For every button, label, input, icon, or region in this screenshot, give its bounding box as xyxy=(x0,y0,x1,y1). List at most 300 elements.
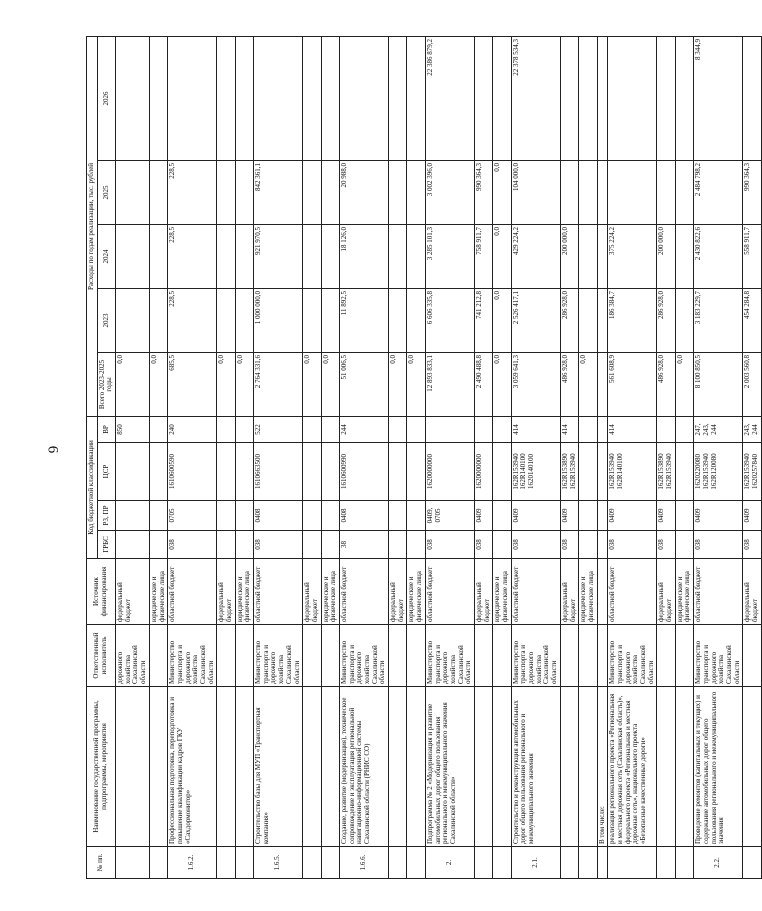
row-total: 0,0 xyxy=(389,352,407,416)
row-2024: 921 970,5 xyxy=(254,224,303,288)
row-grbs xyxy=(579,531,597,559)
row-total: 0,0 xyxy=(217,352,235,416)
row-2024 xyxy=(675,224,693,288)
row-source: областной бюджет xyxy=(339,559,388,625)
row-csr xyxy=(493,443,511,501)
row-total: 2 003 560,8 xyxy=(743,352,761,416)
row-source: областной бюджет xyxy=(254,559,303,625)
row-total: 0,0 xyxy=(493,352,511,416)
row-number xyxy=(474,847,492,879)
row-2025 xyxy=(579,160,597,224)
row-name xyxy=(321,687,339,847)
row-number xyxy=(608,847,657,879)
row-2024 xyxy=(389,224,407,288)
row-2026 xyxy=(597,36,608,160)
row-name: Строительство базы для МУП «Транспортная компания» xyxy=(254,687,303,847)
row-csr xyxy=(217,443,235,501)
row-number xyxy=(560,847,578,879)
row-vr: 247, 243, 244 xyxy=(694,416,743,442)
table-row xyxy=(675,36,693,878)
row-2024: 3 285 101,3 xyxy=(425,224,474,288)
header-2025: 2025 xyxy=(97,160,115,224)
row-csr: 162R153890 162R153940 xyxy=(560,443,578,501)
row-2023: 0,0 xyxy=(493,288,511,352)
row-executor xyxy=(389,625,407,687)
row-2024 xyxy=(149,224,167,288)
row-number xyxy=(743,847,761,879)
row-csr xyxy=(597,443,608,501)
row-name xyxy=(149,687,167,847)
row-rzpr: 0409 xyxy=(608,501,657,531)
row-source: федеральный бюджет xyxy=(560,559,578,625)
row-csr xyxy=(149,443,167,501)
row-source: областной бюджет xyxy=(425,559,474,625)
table-row xyxy=(474,36,492,878)
row-number xyxy=(149,847,167,879)
row-2023 xyxy=(407,288,425,352)
table-row xyxy=(511,36,560,878)
row-rzpr xyxy=(235,501,253,531)
row-2023: 6 606 335,8 xyxy=(425,288,474,352)
row-2023: 11 892,5 xyxy=(339,288,388,352)
row-2026 xyxy=(217,36,235,160)
row-vr xyxy=(149,416,167,442)
row-2026 xyxy=(339,36,388,160)
row-source: юридические и физические лица xyxy=(321,559,339,625)
row-source xyxy=(597,559,608,625)
row-name xyxy=(675,687,693,847)
header-2023: 2023 xyxy=(97,288,115,352)
row-rzpr: 0409 xyxy=(474,501,492,531)
row-2025: 104 000,0 xyxy=(511,160,560,224)
row-executor: Министерство транспорта и дорожного хозяйства Сахалинской области xyxy=(511,625,560,687)
table-row xyxy=(657,36,675,878)
row-total: 2 764 331,6 xyxy=(254,352,303,416)
row-2023 xyxy=(321,288,339,352)
row-name: В том числе: xyxy=(597,687,608,847)
row-vr: 414 xyxy=(560,416,578,442)
row-2025: 20 988,0 xyxy=(339,160,388,224)
row-2023: 186 384,7 xyxy=(608,288,657,352)
row-2026: 22 378 534,3 xyxy=(511,36,560,160)
row-2024 xyxy=(116,224,150,288)
row-name xyxy=(579,687,597,847)
row-2024: 228,5 xyxy=(168,224,217,288)
row-2023 xyxy=(217,288,235,352)
row-2025 xyxy=(597,160,608,224)
row-number xyxy=(389,847,407,879)
row-2024: 200 000,0 xyxy=(560,224,578,288)
row-2023: 741 212,8 xyxy=(474,288,492,352)
row-csr xyxy=(303,443,321,501)
row-grbs xyxy=(149,531,167,559)
row-2026 xyxy=(493,36,511,160)
row-grbs xyxy=(321,531,339,559)
rotated-page xyxy=(86,37,759,879)
header-rzpr: РЗ, ПР xyxy=(97,501,115,531)
row-2025: 842 361,1 xyxy=(254,160,303,224)
row-2025: 228,5 xyxy=(168,160,217,224)
row-source: областной бюджет xyxy=(608,559,657,625)
row-total: 2 490 488,8 xyxy=(474,352,492,416)
row-rzpr xyxy=(579,501,597,531)
row-source: юридические и физические лица xyxy=(493,559,511,625)
row-vr: 414 xyxy=(608,416,657,442)
table-row xyxy=(597,36,608,878)
row-vr xyxy=(675,416,693,442)
row-number: 2. xyxy=(425,847,474,879)
row-name: Проведение ремонтов (капитальных и текущих) и содержание автомобильных дорог общего пользования регионального и межмуниципального значения xyxy=(694,687,743,847)
row-total: 0,0 xyxy=(303,352,321,416)
row-csr: 1610600590 xyxy=(168,443,217,501)
row-2025: 3 002 396,0 xyxy=(425,160,474,224)
row-grbs: 038 xyxy=(474,531,492,559)
table-row xyxy=(579,36,597,878)
row-2023 xyxy=(389,288,407,352)
row-2026 xyxy=(168,36,217,160)
row-2026 xyxy=(560,36,578,160)
row-executor xyxy=(235,625,253,687)
row-vr: 850 xyxy=(116,416,150,442)
row-executor xyxy=(675,625,693,687)
table-row xyxy=(407,36,425,878)
row-vr xyxy=(235,416,253,442)
row-2025 xyxy=(407,160,425,224)
row-rzpr xyxy=(675,501,693,531)
row-name: Подпрограмма № 2 «Модернизация и развитие автомобильных дорог общего пользования регионального и межмуниципального значения Сахалинской области» xyxy=(425,687,474,847)
row-source: федеральный бюджет xyxy=(303,559,321,625)
row-name xyxy=(560,687,578,847)
row-total: 0,0 xyxy=(235,352,253,416)
row-rzpr xyxy=(493,501,511,531)
row-csr: 162R153940 162R140100 xyxy=(608,443,657,501)
row-csr: 162R153940 1620257840 xyxy=(743,443,761,501)
row-rzpr xyxy=(303,501,321,531)
row-vr: 522 xyxy=(254,416,303,442)
row-2023: 286 928,0 xyxy=(560,288,578,352)
header-source: Источник финансирования xyxy=(87,559,116,625)
row-executor xyxy=(743,625,761,687)
row-number: 1.6.2. xyxy=(168,847,217,879)
table-row xyxy=(493,36,511,878)
row-2026 xyxy=(389,36,407,160)
row-rzpr xyxy=(597,501,608,531)
table-row xyxy=(743,36,761,878)
row-name xyxy=(116,687,150,847)
row-grbs xyxy=(389,531,407,559)
row-rzpr xyxy=(407,501,425,531)
row-number xyxy=(235,847,253,879)
row-2024 xyxy=(579,224,597,288)
row-number: 2.2. xyxy=(694,847,743,879)
row-2025 xyxy=(303,160,321,224)
row-2026 xyxy=(254,36,303,160)
row-executor xyxy=(597,625,608,687)
row-executor xyxy=(321,625,339,687)
row-executor xyxy=(474,625,492,687)
row-rzpr xyxy=(149,501,167,531)
row-rzpr xyxy=(217,501,235,531)
row-total: 685,5 xyxy=(168,352,217,416)
row-vr xyxy=(321,416,339,442)
row-grbs: 038 xyxy=(694,531,743,559)
row-total: 51 006,5 xyxy=(339,352,388,416)
row-total: 8 100 850,5 xyxy=(694,352,743,416)
row-2025 xyxy=(321,160,339,224)
row-csr xyxy=(389,443,407,501)
row-source: федеральный бюджет xyxy=(389,559,407,625)
row-vr: 240 xyxy=(168,416,217,442)
row-2024: 18 126,0 xyxy=(339,224,388,288)
row-2024: 429 224,2 xyxy=(511,224,560,288)
row-2023 xyxy=(675,288,693,352)
row-2026 xyxy=(675,36,693,160)
row-source: областной бюджет xyxy=(511,559,560,625)
row-source: юридические и физические лица xyxy=(235,559,253,625)
row-executor xyxy=(407,625,425,687)
row-rzpr: 0409 xyxy=(657,501,675,531)
row-name xyxy=(217,687,235,847)
row-2025: 2 484 798,2 xyxy=(694,160,743,224)
table-row xyxy=(389,36,407,878)
row-source: юридические и физические лица xyxy=(407,559,425,625)
row-2024: 2 430 822,6 xyxy=(694,224,743,288)
row-2024: 558 911,7 xyxy=(743,224,761,288)
row-source: федеральный бюджет xyxy=(474,559,492,625)
table-row xyxy=(254,36,303,878)
row-rzpr xyxy=(116,501,150,531)
row-2025 xyxy=(235,160,253,224)
row-executor: Министерство транспорта и дорожного хозяйства Сахалинской области xyxy=(694,625,743,687)
row-csr xyxy=(579,443,597,501)
row-executor xyxy=(657,625,675,687)
row-rzpr: 0408 xyxy=(339,501,388,531)
row-2023 xyxy=(303,288,321,352)
row-number xyxy=(657,847,675,879)
row-rzpr: 0409 xyxy=(743,501,761,531)
row-executor xyxy=(217,625,235,687)
row-vr xyxy=(493,416,511,442)
header-code-group: Код бюджетной классификации xyxy=(87,416,98,558)
row-executor: Министерство транспорта и дорожного хозяйства Сахалинской области xyxy=(339,625,388,687)
row-grbs xyxy=(303,531,321,559)
row-csr: 1610600990 xyxy=(339,443,388,501)
row-grbs: 038 xyxy=(511,531,560,559)
table-row xyxy=(694,36,743,878)
header-row-1 xyxy=(87,36,98,878)
row-source: федеральный бюджет xyxy=(217,559,235,625)
row-vr xyxy=(389,416,407,442)
row-2023 xyxy=(149,288,167,352)
row-vr xyxy=(597,416,608,442)
row-2025 xyxy=(116,160,150,224)
row-csr: 162R153940 162R140100 1620140100 xyxy=(511,443,560,501)
row-source: областной бюджет xyxy=(694,559,743,625)
row-rzpr xyxy=(321,501,339,531)
row-csr xyxy=(407,443,425,501)
row-total: 561 608,9 xyxy=(608,352,657,416)
row-2023: 1 000 000,0 xyxy=(254,288,303,352)
row-2023: 3 183 229,7 xyxy=(694,288,743,352)
row-2024: 200 000,0 xyxy=(657,224,675,288)
row-2023: 228,5 xyxy=(168,288,217,352)
row-name xyxy=(657,687,675,847)
row-total: 3 059 641,3 xyxy=(511,352,560,416)
row-rzpr: 0409 xyxy=(511,501,560,531)
row-2026 xyxy=(743,36,761,160)
row-name xyxy=(743,687,761,847)
header-executor: Ответственный исполнитель xyxy=(87,625,116,687)
row-name: Профессиональная подготовка, переподготовка и повышение квалификации кадров ГКУ «Сахдормонитор» xyxy=(168,687,217,847)
header-total: Всего 2023-2025 годы xyxy=(97,352,115,416)
row-2025 xyxy=(149,160,167,224)
table-row xyxy=(608,36,657,878)
row-total: 0,0 xyxy=(321,352,339,416)
row-2026: 8 344,9 xyxy=(694,36,743,160)
row-grbs xyxy=(116,531,150,559)
row-2024: 758 911,7 xyxy=(474,224,492,288)
header-grbs: ГРБС xyxy=(97,531,115,559)
row-name: Создание, развитие (модернизация), техническое сопровождение и эксплуатация региональной навигационно-информационной системы Сахалинской области (РНИС СО) xyxy=(339,687,388,847)
row-2024: 0,0 xyxy=(493,224,511,288)
row-vr xyxy=(217,416,235,442)
row-2024 xyxy=(303,224,321,288)
row-grbs: 038 xyxy=(425,531,474,559)
row-name: Строительство и реконструкция автомобильных дорог общего пользования регионального и межмуниципального значения xyxy=(511,687,560,847)
row-csr: 162R153890 162R153940 xyxy=(657,443,675,501)
row-vr xyxy=(425,416,474,442)
row-grbs: 038 xyxy=(168,531,217,559)
header-num: № пп. xyxy=(87,847,116,879)
row-executor xyxy=(579,625,597,687)
row-rzpr: 0409 xyxy=(560,501,578,531)
row-2024 xyxy=(321,224,339,288)
row-2024 xyxy=(217,224,235,288)
row-total: 486 928,0 xyxy=(560,352,578,416)
row-source: областной бюджет xyxy=(168,559,217,625)
row-csr: 1620000000 xyxy=(474,443,492,501)
row-name xyxy=(493,687,511,847)
row-number xyxy=(303,847,321,879)
row-rzpr: 0408 xyxy=(254,501,303,531)
row-name xyxy=(474,687,492,847)
row-total: 0,0 xyxy=(579,352,597,416)
row-2026 xyxy=(657,36,675,160)
row-vr: 414 xyxy=(511,416,560,442)
row-name xyxy=(389,687,407,847)
row-rzpr xyxy=(389,501,407,531)
row-2023: 286 928,0 xyxy=(657,288,675,352)
table-row xyxy=(303,36,321,878)
row-name xyxy=(235,687,253,847)
row-grbs: 38 xyxy=(339,531,388,559)
row-2026: 22 386 879,2 xyxy=(425,36,474,160)
row-vr xyxy=(579,416,597,442)
row-total xyxy=(597,352,608,416)
row-csr xyxy=(116,443,150,501)
header-expenses-group: Расходы по годам реализации, тыс. рублей xyxy=(87,36,98,416)
row-executor: дорожного хозяйства Сахалинской области xyxy=(116,625,150,687)
row-number xyxy=(407,847,425,879)
row-source: федеральный бюджет xyxy=(743,559,761,625)
row-2025 xyxy=(608,160,657,224)
row-csr: 1620000000 xyxy=(425,443,474,501)
row-vr xyxy=(657,416,675,442)
row-executor: Министерство транспорта и дорожного хозяйства Сахалинской области xyxy=(168,625,217,687)
row-grbs xyxy=(675,531,693,559)
table-row xyxy=(321,36,339,878)
table-row xyxy=(560,36,578,878)
row-2025: 0,0 xyxy=(493,160,511,224)
budget-table xyxy=(86,36,762,879)
row-executor xyxy=(493,625,511,687)
row-executor xyxy=(303,625,321,687)
header-vr: ВР xyxy=(97,416,115,442)
header-name: Наименование государственной программы, подпрограммы, мероприятия xyxy=(87,687,116,847)
row-csr xyxy=(675,443,693,501)
row-total: 12 893 833,1 xyxy=(425,352,474,416)
row-number xyxy=(217,847,235,879)
row-executor: Министерство транспорта и дорожного хозяйства Сахалинской области xyxy=(608,625,657,687)
page-number: 6 xyxy=(44,445,61,454)
table-body xyxy=(116,36,762,878)
row-grbs xyxy=(597,531,608,559)
row-rzpr: 0409, 0705 xyxy=(425,501,474,531)
row-rzpr: 0409 xyxy=(694,501,743,531)
header-2026: 2026 xyxy=(97,36,115,160)
row-total: 486 928,0 xyxy=(657,352,675,416)
header-2024: 2024 xyxy=(97,224,115,288)
table-row xyxy=(339,36,388,878)
row-2026 xyxy=(608,36,657,160)
row-2025 xyxy=(675,160,693,224)
row-2026 xyxy=(235,36,253,160)
row-vr xyxy=(303,416,321,442)
row-2026 xyxy=(407,36,425,160)
row-vr xyxy=(474,416,492,442)
row-grbs xyxy=(407,531,425,559)
row-source: федеральный бюджет xyxy=(116,559,150,625)
row-name: реализация регионального проекта «Региональная и местная дорожная сеть (Сахалинская область)», федерального проекта «Региональная и местная дорожная сеть», национального проекта «Безопасные качественные дороги» xyxy=(608,687,657,847)
row-2024 xyxy=(235,224,253,288)
row-number: 1.6.6. xyxy=(339,847,388,879)
table-row xyxy=(168,36,217,878)
row-2025 xyxy=(560,160,578,224)
row-2025 xyxy=(389,160,407,224)
row-grbs: 038 xyxy=(608,531,657,559)
row-2024 xyxy=(597,224,608,288)
row-name xyxy=(407,687,425,847)
row-name xyxy=(303,687,321,847)
row-grbs xyxy=(235,531,253,559)
header-csr: ЦСР xyxy=(97,443,115,501)
row-rzpr: 0705 xyxy=(168,501,217,531)
row-grbs: 038 xyxy=(743,531,761,559)
row-grbs: 038 xyxy=(657,531,675,559)
row-2024: 375 224,2 xyxy=(608,224,657,288)
row-number xyxy=(597,847,608,879)
row-executor: Министерство транспорта и дорожного хозяйства Сахалинской области xyxy=(425,625,474,687)
row-2023 xyxy=(116,288,150,352)
row-2023 xyxy=(235,288,253,352)
row-grbs: 038 xyxy=(560,531,578,559)
row-2025 xyxy=(657,160,675,224)
row-source: юридические и физические лица xyxy=(149,559,167,625)
row-grbs: 038 xyxy=(254,531,303,559)
row-csr: 1610663500 xyxy=(254,443,303,501)
table-row xyxy=(217,36,235,878)
table-row xyxy=(116,36,150,878)
